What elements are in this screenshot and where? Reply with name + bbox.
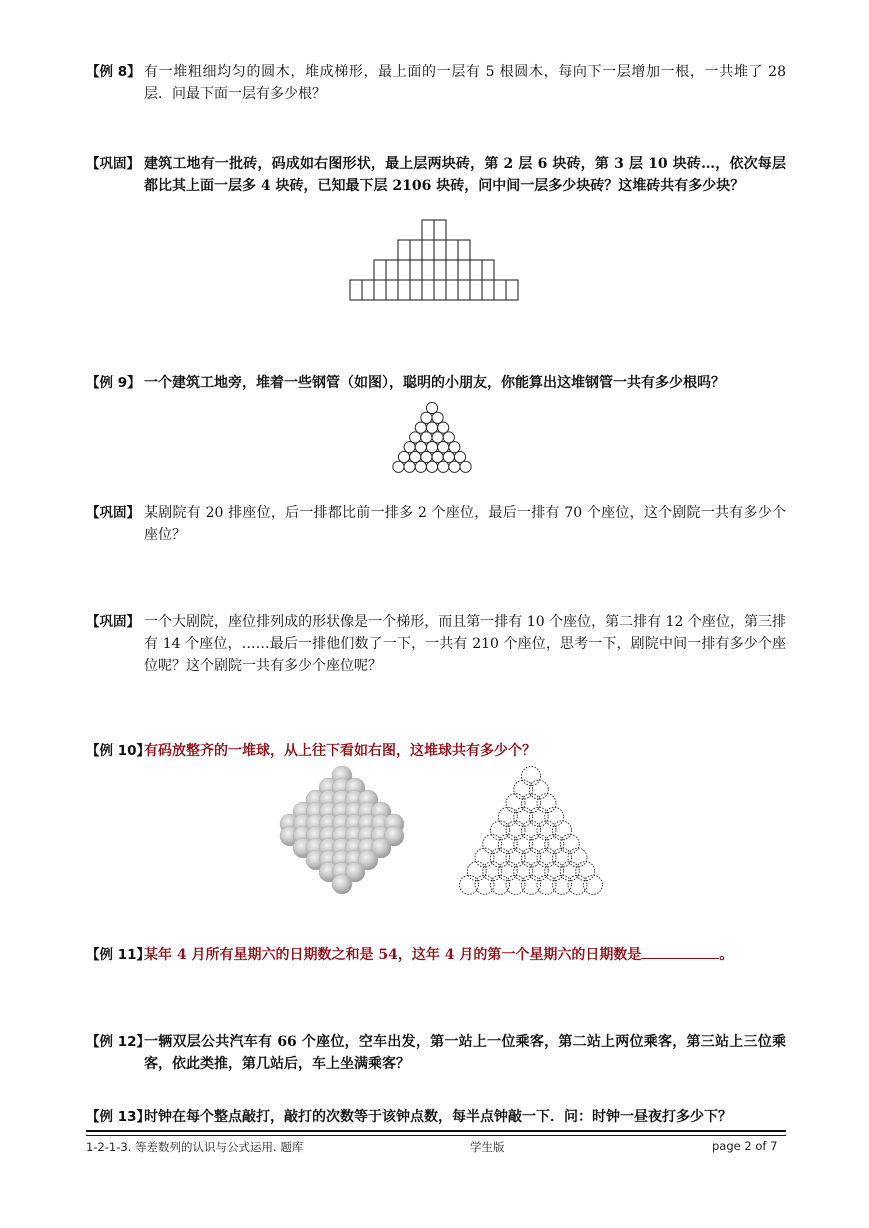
- problem-tag: 【巩固】: [86, 156, 140, 172]
- ball: [432, 412, 443, 423]
- ball: [410, 451, 421, 462]
- ball: [491, 875, 510, 894]
- ball: [514, 807, 533, 826]
- ball: [545, 862, 564, 881]
- problem-text: 一个建筑工地旁，堆着一些钢管（如图），聪明的小朋友，你能算出这堆钢管一共有多少根吗？: [144, 375, 725, 391]
- problem-consolidation-theater-rows: [86, 502, 786, 546]
- problem-example-11: [86, 944, 786, 966]
- problem-text: 一个大剧院，座位排列成的形状像是一个梯形，而且第一排有 10 个座位，第二排有 12 个座位，第三排有 14 个座位，……最后一排他们数了一下，一共有 210 个座位，思考一下，剧院中间一排有多少个座位呢？这个剧院一共有多少个座位呢？: [144, 614, 786, 674]
- ball: [332, 874, 352, 894]
- ball: [443, 432, 454, 443]
- ball: [454, 451, 465, 462]
- problem-tag: 【巩固】: [86, 614, 140, 630]
- ball: [522, 794, 541, 813]
- ball: [506, 821, 525, 840]
- ball: [460, 875, 479, 894]
- ball: [506, 848, 525, 867]
- ball: [438, 461, 449, 472]
- ball-pile-triangle-figure: [445, 764, 617, 904]
- ball: [449, 442, 460, 453]
- ball: [553, 875, 572, 894]
- problem-tag: 【例 13】: [86, 1109, 150, 1125]
- ball: [498, 862, 517, 881]
- ball: [475, 848, 494, 867]
- ball: [426, 402, 437, 413]
- ball: [449, 461, 460, 472]
- problem-tag: 【例 10】: [86, 743, 150, 759]
- ball: [421, 451, 432, 462]
- problem-example-8: [86, 61, 786, 105]
- footer-left: 1-2-1-3. 等差数列的认识与公式运用. 题库: [86, 1140, 304, 1154]
- ball: [522, 767, 541, 786]
- problem-text: 有一堆粗细均匀的圆木，堆成梯形，最上面的一层有 5 根圆木，每向下一层增加一根，一共堆了 28 层．问最下面一层有多少根？: [144, 64, 786, 102]
- ball: [553, 821, 572, 840]
- problem-text-after: 。: [719, 947, 734, 963]
- ball: [545, 835, 564, 854]
- ball: [398, 451, 409, 462]
- problem-tag: 【例 12】: [86, 1034, 150, 1050]
- ball: [498, 807, 517, 826]
- problem-tag: 【例 9】: [86, 375, 141, 391]
- ball: [576, 862, 595, 881]
- pipe-stack-figure: [380, 402, 484, 474]
- ball: [426, 422, 437, 433]
- ball: [514, 862, 533, 881]
- problem-tag: 【例 8】: [86, 64, 141, 80]
- problem-text: [144, 944, 786, 966]
- ball: [529, 807, 548, 826]
- ball: [553, 848, 572, 867]
- answer-blank[interactable]: [641, 944, 719, 959]
- ball: [432, 432, 443, 443]
- ball: [529, 835, 548, 854]
- ball: [568, 848, 587, 867]
- ball: [491, 848, 510, 867]
- ball: [393, 461, 404, 472]
- ball: [415, 422, 426, 433]
- ball: [506, 794, 525, 813]
- ball: [537, 821, 556, 840]
- ball: [522, 821, 541, 840]
- ball: [438, 422, 449, 433]
- ball: [432, 451, 443, 462]
- problem-text: 时钟在每个整点敲打，敲打的次数等于该钟点数，每半点钟敲一下．问：时钟一昼夜打多少下？: [144, 1109, 732, 1125]
- ball: [426, 461, 437, 472]
- problem-example-9: [86, 372, 786, 394]
- ball: [426, 442, 437, 453]
- footer-rule: [86, 1130, 786, 1132]
- ball: [498, 835, 517, 854]
- problem-text-before: 某年 4 月所有星期六的日期数之和是 54，这年 4 月的第一个星期六的日期数是: [144, 947, 642, 963]
- problem-text: 有码放整齐的一堆球，从上往下看如右图，这堆球共有多少个？: [144, 743, 536, 759]
- problem-consolidation-trapezoid-theater: [86, 611, 786, 677]
- problem-example-10: [86, 740, 786, 762]
- problem-tag: 【例 11】: [86, 947, 150, 963]
- ball: [421, 412, 432, 423]
- ball: [404, 461, 415, 472]
- ball: [483, 835, 502, 854]
- ball: [514, 780, 533, 799]
- ball: [410, 432, 421, 443]
- footer-rule-thin: [86, 1135, 786, 1136]
- ball: [443, 451, 454, 462]
- ball: [560, 862, 579, 881]
- footer-page-number: page 2 of 7: [712, 1139, 778, 1153]
- ball: [475, 875, 494, 894]
- ball: [529, 780, 548, 799]
- ball: [537, 875, 556, 894]
- problem-text: 一辆双层公共汽车有 66 个座位，空车出发，第一站上一位乘客，第二站上两位乘客，第三站上三位乘客，依此类推，第几站后，车上坐满乘客？: [144, 1034, 786, 1072]
- ball: [404, 442, 415, 453]
- ball: [560, 835, 579, 854]
- problem-example-13: [86, 1106, 786, 1128]
- problem-tag: 【巩固】: [86, 505, 140, 521]
- ball: [415, 461, 426, 472]
- footer-center: 学生版: [470, 1140, 505, 1154]
- ball: [584, 875, 603, 894]
- problem-text: 建筑工地有一批砖，码成如右图形状，最上层两块砖，第 2 层 6 块砖，第 3 层 10 块砖…，依次每层都比其上面一层多 4 块砖，已知最下层 2106 块砖，问中间一层多少块砖？这堆砖共有多少块？: [144, 156, 786, 194]
- problem-consolidation-bricks: [86, 153, 786, 197]
- ball: [522, 848, 541, 867]
- ball: [491, 821, 510, 840]
- ball: [438, 442, 449, 453]
- ball: [467, 862, 486, 881]
- ball: [415, 442, 426, 453]
- ball: [483, 862, 502, 881]
- ball: [506, 875, 525, 894]
- problem-text: 某剧院有 20 排座位，后一排都比前一排多 2 个座位，最后一排有 70 个座位，这个剧院一共有多少个座位？: [144, 505, 786, 543]
- ball: [514, 835, 533, 854]
- ball: [529, 862, 548, 881]
- ball: [460, 461, 471, 472]
- ball: [537, 794, 556, 813]
- ball: [421, 432, 432, 443]
- ball-pile-top-view-figure: [252, 764, 432, 896]
- ball: [545, 807, 564, 826]
- ball: [522, 875, 541, 894]
- ball: [568, 875, 587, 894]
- ball: [537, 848, 556, 867]
- problem-example-12: [86, 1031, 786, 1075]
- brick-stack-figure: [348, 219, 522, 301]
